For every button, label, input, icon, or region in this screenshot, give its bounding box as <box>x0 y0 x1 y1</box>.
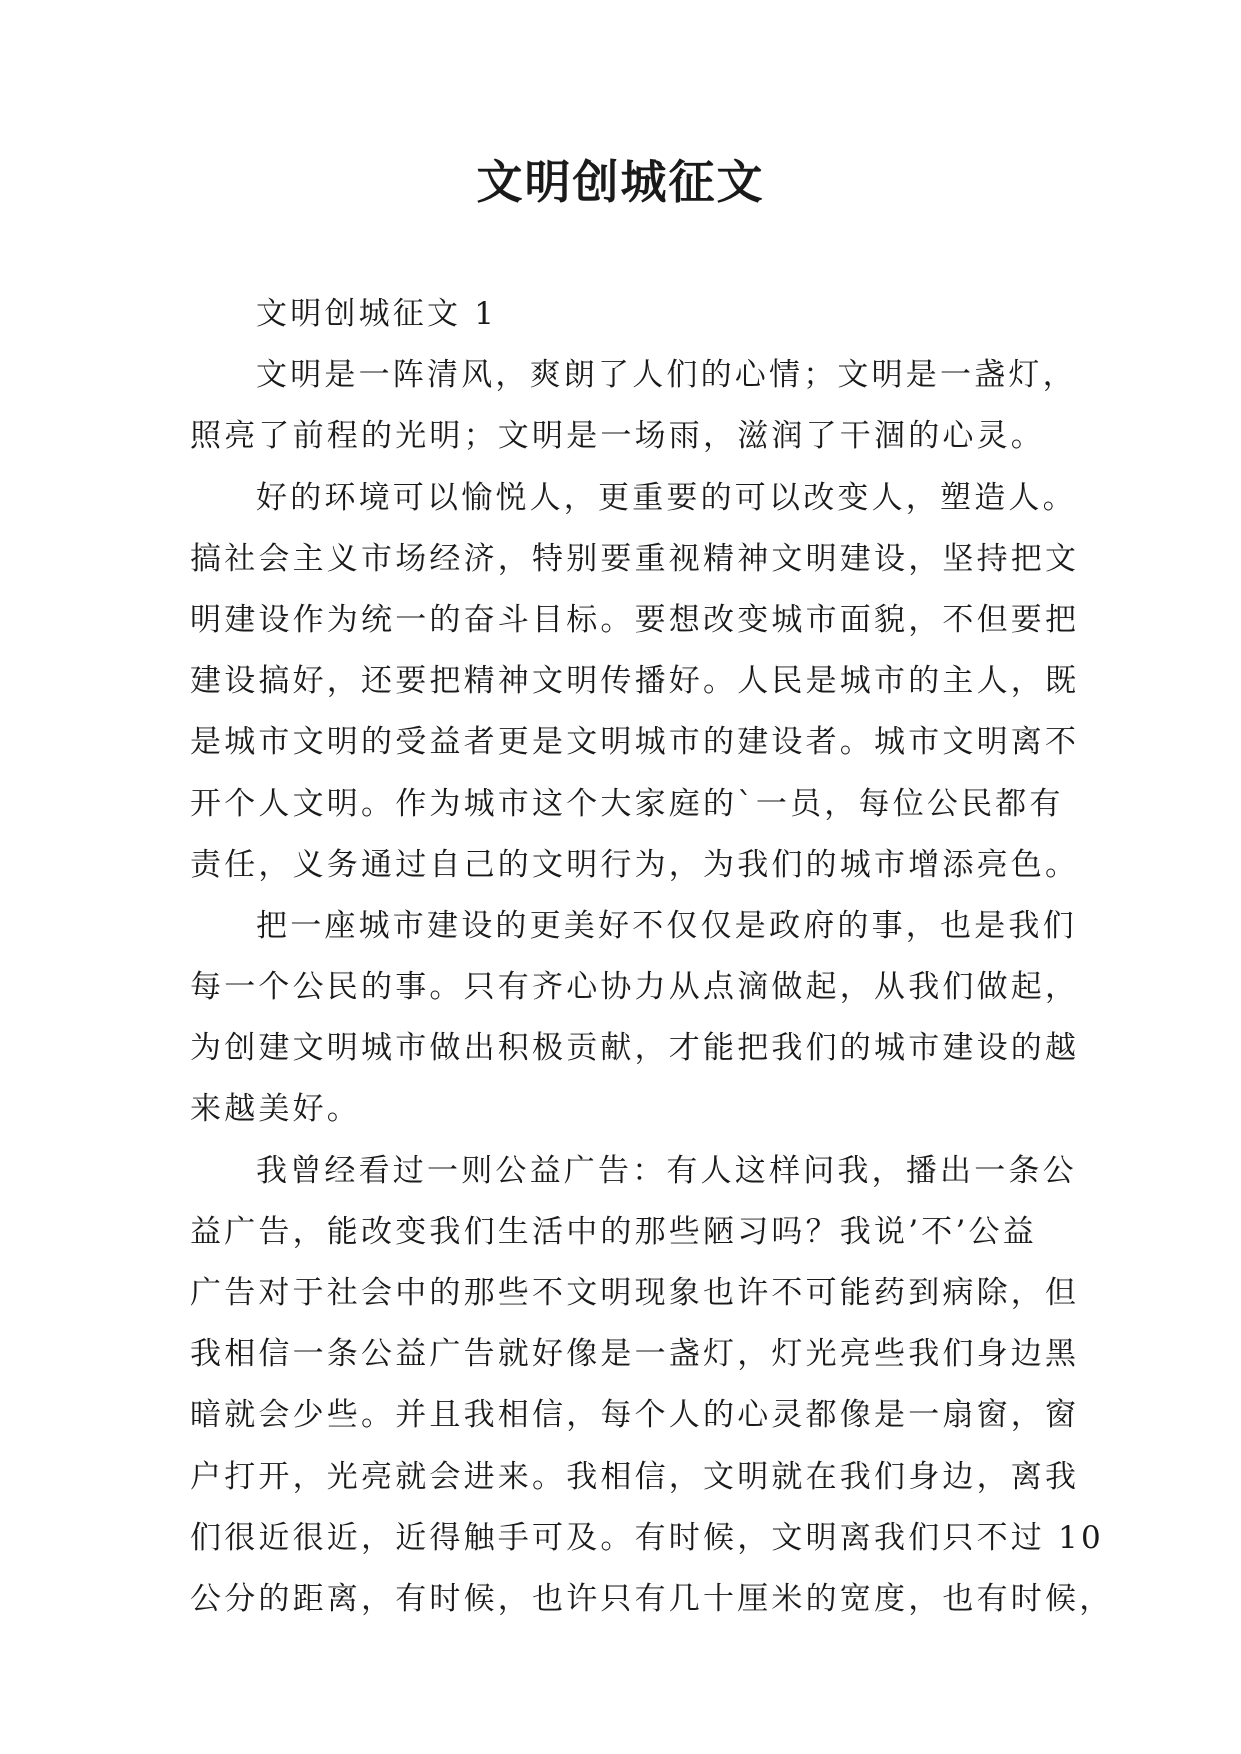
paragraph-line: 开个人文明。作为城市这个大家庭的`一员，每位公民都有 <box>190 785 1064 822</box>
document-body <box>190 284 1114 1630</box>
paragraph-line: 文明是一阵清风，爽朗了人们的心情；文明是一盏灯， <box>256 357 1077 394</box>
paragraph-line: 益广告，能改变我们生活中的那些陋习吗？我说’不’公益 <box>190 1213 1037 1250</box>
paragraph-line: 搞社会主义市场经济，特别要重视精神文明建设，坚持把文 <box>190 540 1080 577</box>
paragraph-line: 明建设作为统一的奋斗目标。要想改变城市面貌，不但要把 <box>190 601 1080 638</box>
paragraph-line: 每一个公民的事。只有齐心协力从点滴做起，从我们做起， <box>190 969 1080 1006</box>
paragraph-line: 我曾经看过一则公益广告：有人这样问我，播出一条公 <box>256 1152 1077 1189</box>
paragraph-line: 来越美好。 <box>190 1091 361 1128</box>
paragraph-line: 我相信一条公益广告就好像是一盏灯，灯光亮些我们身边黑 <box>190 1336 1080 1373</box>
paragraph-line: 公分的距离，有时候，也许只有几十厘米的宽度，也有时候， <box>190 1580 1114 1617</box>
paragraph-line: 是城市文明的受益者更是文明城市的建设者。城市文明离不 <box>190 724 1080 761</box>
paragraph-line: 好的环境可以愉悦人，更重要的可以改变人，塑造人。 <box>256 479 1077 516</box>
paragraph-line: 建设搞好，还要把精神文明传播好。人民是城市的主人，既 <box>190 663 1080 700</box>
document-title: 文明创城征文 <box>476 155 765 209</box>
paragraph-line: 把一座城市建设的更美好不仅仅是政府的事，也是我们 <box>256 907 1077 944</box>
paragraph <box>190 896 1080 1141</box>
paragraph <box>190 468 1080 896</box>
paragraph <box>190 345 1077 467</box>
paragraph-line: 户打开，光亮就会进来。我相信，文明就在我们身边，离我 <box>190 1458 1080 1495</box>
paragraph-line: 责任，义务通过自己的文明行为，为我们的城市增添亮色。 <box>190 846 1080 883</box>
paragraph-line: 为创建文明城市做出积极贡献，才能把我们的城市建设的越 <box>190 1030 1080 1067</box>
paragraph-line: 广告对于社会中的那些不文明现象也许不可能药到病除，但 <box>190 1275 1080 1311</box>
section-heading: 文明创城征文 1 <box>256 296 498 332</box>
paragraph-line: 暗就会少些。并且我相信，每个人的心灵都像是一扇窗，窗 <box>190 1397 1080 1434</box>
paragraph-line: 照亮了前程的光明；文明是一场雨，滋润了干涸的心灵。 <box>190 418 1045 455</box>
paragraph-line: 们很近很近，近得触手可及。有时候，文明离我们只不过 10 <box>190 1519 1104 1556</box>
paragraph <box>190 1141 1114 1631</box>
